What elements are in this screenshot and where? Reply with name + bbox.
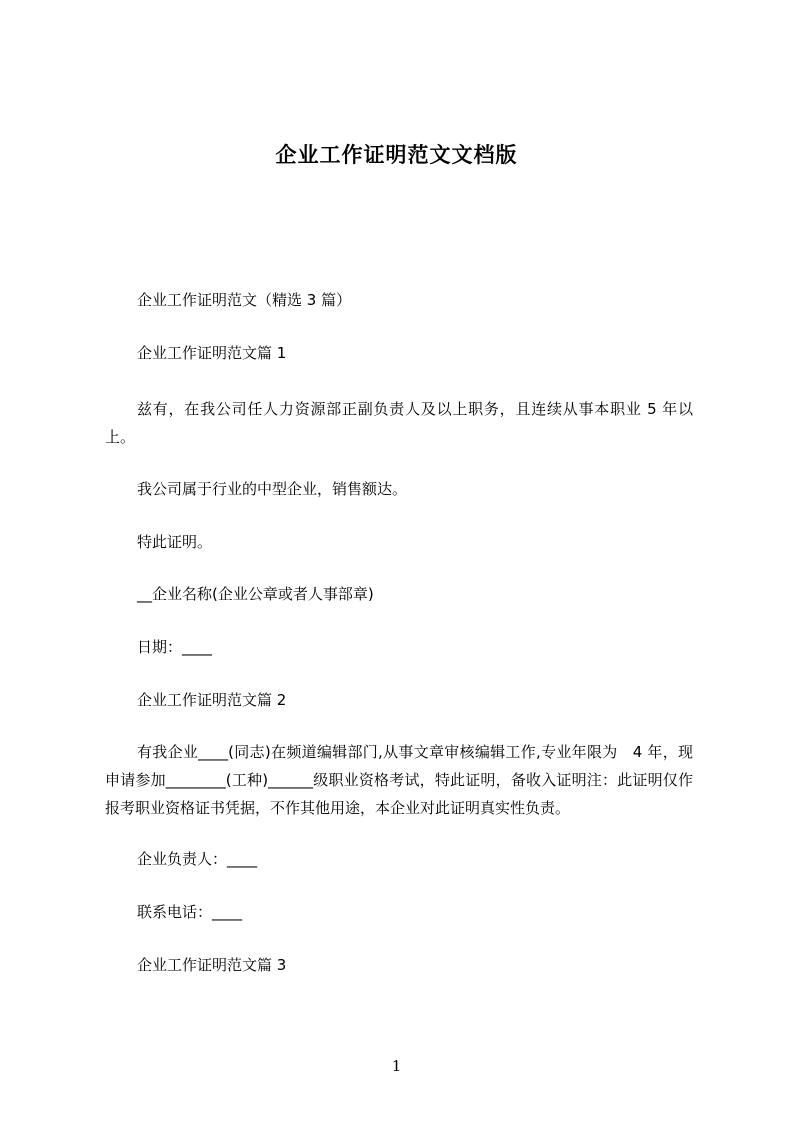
section2-responsible: 企业负责人：____ bbox=[137, 850, 258, 868]
document-title: 企业工作证明范文文档版 bbox=[275, 143, 518, 167]
section2-heading: 企业工作证明范文篇 2 bbox=[137, 691, 287, 709]
section1-date: 日期：____ bbox=[137, 638, 213, 656]
section3-heading: 企业工作证明范文篇 3 bbox=[137, 956, 287, 974]
section1-signature: __企业名称(企业公章或者人事部章) bbox=[137, 585, 374, 603]
section1-paragraph-1: 兹有，在我公司任人力资源部正副负责人及以上职务，且连续从事本职业 5 年以上。 bbox=[105, 400, 693, 446]
section1-paragraph-2: 我公司属于行业的中型企业，销售额达。 bbox=[137, 480, 408, 498]
section1-heading: 企业工作证明范文篇 1 bbox=[137, 344, 287, 362]
section2-phone: 联系电话：____ bbox=[137, 903, 243, 921]
intro-heading: 企业工作证明范文（精选 3 篇） bbox=[137, 291, 352, 309]
section2-paragraph-1: 有我企业____(同志)在频道编辑部门,从事文章审核编辑工作,专业年限为 4 年，现申请参加________(工种)______级职业资格考试，特此证明，备收入证明注：此证明仅作报考职业资格证书凭据，不作其他用途，本企业对此证明真实性负责。 bbox=[105, 743, 693, 817]
section1-paragraph-3: 特此证明。 bbox=[137, 533, 213, 551]
page-number: 1 bbox=[391, 1057, 402, 1075]
